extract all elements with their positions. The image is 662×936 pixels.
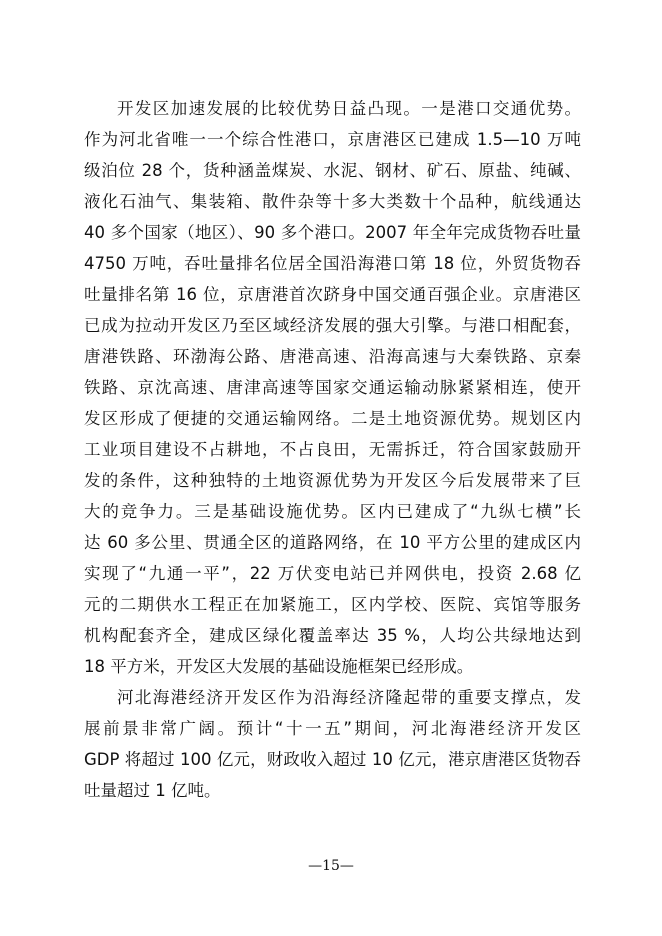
text-line: 开发区加速发展的比较优势日益凸现。一是港口交通优势。 (117, 99, 581, 118)
text-line: 河北海港经济开发区作为沿海经济隆起带的重要支撑点，发 (117, 688, 581, 707)
text-line: 18 平方米，开发区大发展的基础设施框架已经形成。 (84, 657, 474, 676)
text-line: 级泊位 28 个，货种涵盖煤炭、水泥、钢材、矿石、原盐、纯碱、 (84, 161, 581, 180)
text-line: 40 多个国家（地区）、90 多个港口。2007 年全年完成货物吞吐量 (84, 223, 581, 242)
text-line: 实现了“九通一平”，22 万伏变电站已并网供电，投资 2.68 亿 (84, 564, 581, 583)
paragraph-port-advantages (84, 93, 581, 682)
text-line: 作为河北省唯一一个综合性港口，京唐港区已建成 1.5—10 万吨 (84, 130, 581, 149)
text-line: 液化石油气、集装箱、散件杂等十多大类数十个品种，航线通达 (84, 192, 581, 211)
text-line: 发的条件，这种独特的土地资源优势为开发区今后发展带来了巨 (84, 471, 581, 490)
text-line: 大的竞争力。三是基础设施优势。区内已建成了“九纵七横”长 (84, 502, 581, 521)
text-line: 铁路、京沈高速、唐津高速等国家交通运输动脉紧紧相连，使开 (84, 378, 581, 397)
text-line: 元的二期供水工程正在加紧施工，区内学校、医院、宾馆等服务 (84, 595, 581, 614)
text-line: 吐量排名第 16 位，京唐港首次跻身中国交通百强企业。京唐港区 (84, 285, 581, 304)
text-line: 展前景非常广阔。预计“十一五”期间，河北海港经济开发区 (84, 719, 581, 738)
text-line: 发区形成了便捷的交通运输网络。二是土地资源优势。规划区内 (84, 409, 581, 428)
text-line: 机构配套齐全，建成区绿化覆盖率达 35 %，人均公共绿地达到 (84, 626, 581, 645)
text-line: 吐量超过 1 亿吨。 (84, 781, 221, 800)
body-text (84, 93, 581, 806)
text-line: 达 60 多公里、贯通全区的道路网络，在 10 平方公里的建成区内 (84, 533, 581, 552)
text-line: 4750 万吨，吞吐量排名位居全国沿海港口第 18 位，外贸货物吞 (84, 254, 581, 273)
paragraph-development-outlook (84, 682, 581, 806)
text-line: GDP 将超过 100 亿元，财政收入超过 10 亿元，港京唐港区货物吞 (84, 750, 581, 769)
text-line: 已成为拉动开发区乃至区域经济发展的强大引擎。与港口相配套， (84, 316, 581, 335)
text-line: 唐港铁路、环渤海公路、唐港高速、沿海高速与大秦铁路、京秦 (84, 347, 581, 366)
text-line: 工业项目建设不占耕地，不占良田，无需拆迁，符合国家鼓励开 (84, 440, 581, 459)
page-number: —15— (308, 858, 354, 874)
